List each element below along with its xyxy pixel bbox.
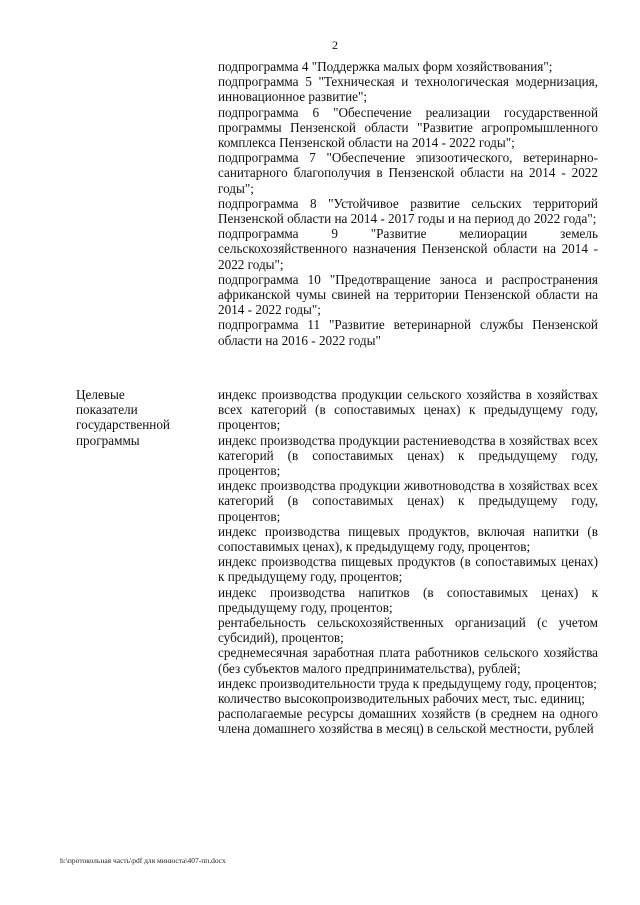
- subprogram-item: подпрограмма 4 "Поддержка малых форм хозяйствования";: [218, 59, 553, 74]
- indicator-list: [218, 387, 598, 737]
- section-label-target-indicators: [76, 387, 206, 448]
- subprogram-item: подпрограмма 9 "Развитие мелиорации земель сельскохозяйственного назначения Пензенской области на 2014 - 2022 годы";: [218, 226, 598, 272]
- section-label-line: государственной: [76, 417, 170, 433]
- subprogram-item: подпрограмма 7 "Обеспечение эпизоотического, ветеринарно-санитарного благополучия в Пензенской области на 2014 - 2022 годы";: [218, 150, 598, 196]
- indicator-item: индекс производства напитков (в сопоставимых ценах) к предыдущему году, процентов;: [218, 584, 598, 615]
- section-label-line: показатели: [76, 402, 138, 418]
- indicator-item: индекс производства продукции животноводства в хозяйствах всех категорий (в сопоставимых ценах) к предыдущему году, процентов;: [218, 478, 598, 524]
- page-number: 2: [332, 38, 338, 52]
- indicator-item: индекс производства пищевых продуктов, включая напитки (в сопоставимых ценах), к предыдущему году, процентов;: [218, 523, 598, 555]
- indicator-item: индекс производства пищевых продуктов (в сопоставимых ценах) к предыдущему году, процентов;: [218, 554, 598, 585]
- section-label-line: программы: [76, 432, 140, 448]
- indicator-item: среднемесячная заработная плата работников сельского хозяйства (без субъектов малого предпринимательства), рублей;: [218, 645, 598, 676]
- subprogram-item: подпрограмма 8 "Устойчивое развитие сельских территорий Пензенской области на 2014 - 2017 годы и на период до 2022 года";: [218, 195, 598, 227]
- subprogram-list: [218, 59, 598, 348]
- indicator-item: количество высокопроизводительных рабочих мест, тыс. единиц;: [218, 691, 585, 707]
- document-file-path: h:\протокольная часть\pdf для минюста\407-пп.docx: [60, 856, 226, 865]
- subprogram-item: подпрограмма 5 "Техническая и технологическая модернизация, инновационное развитие";: [218, 74, 598, 105]
- indicator-item: индекс производительности труда к предыдущему году, процентов;: [218, 675, 597, 691]
- section-label-line: Целевые: [76, 387, 125, 402]
- indicator-item: индекс производства продукции сельского хозяйства в хозяйствах всех категорий (в сопоставимых ценах) к предыдущему году, процентов;: [218, 387, 598, 433]
- indicator-item: рентабельность сельскохозяйственных организаций (с учетом субсидий), процентов;: [218, 615, 598, 646]
- indicator-item: индекс производства продукции растениеводства в хозяйствах всех категорий (в сопоставимых ценах) к предыдущему году, процентов;: [218, 432, 598, 479]
- subprogram-item: подпрограмма 11 "Развитие ветеринарной службы Пензенской области на 2016 - 2022 годы": [218, 317, 598, 348]
- subprogram-item: подпрограмма 6 "Обеспечение реализации государственной программы Пензенской области "Развитие агропромышленного комплекса Пензенской области на 2014 - 2022 годы";: [218, 104, 598, 151]
- subprogram-item: подпрограмма 10 "Предотвращение заноса и распространения африканской чумы свиней на территории Пензенской области на 2014 - 2022 годы";: [218, 271, 598, 318]
- indicator-item: располагаемые ресурсы домашних хозяйств (в среднем на одного члена домашнего хозяйства в месяц) в сельской местности, рублей: [218, 706, 598, 737]
